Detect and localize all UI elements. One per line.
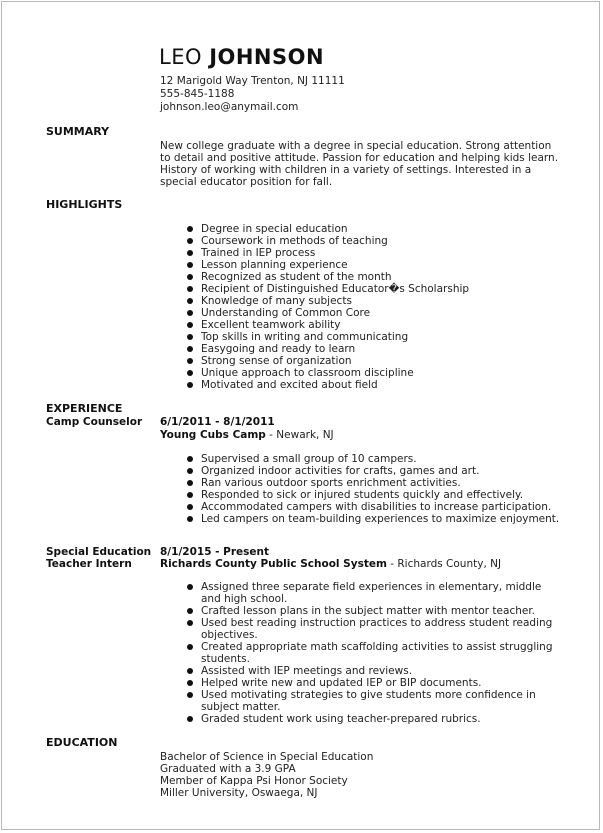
list-item: Used best reading instruction practices to address student reading objectives. bbox=[187, 617, 562, 641]
list-item: Organized indoor activities for crafts, games and art. bbox=[187, 465, 562, 477]
list-item: Excellent teamwork ability bbox=[187, 319, 562, 331]
list-item: Responded to sick or injured students quickly and effectively. bbox=[187, 489, 562, 501]
last-name: JOHNSON bbox=[209, 45, 325, 69]
list-item: Graded student work using teacher-prepared rubrics. bbox=[187, 713, 562, 725]
list-item: Crafted lesson plans in the subject matter with mentor teacher. bbox=[187, 605, 562, 617]
degree: Bachelor of Science in Special Education bbox=[160, 751, 374, 763]
job-duties-list bbox=[187, 581, 562, 725]
employer-location: - Richards County, NJ bbox=[386, 558, 502, 570]
list-item: Ran various outdoor sports enrichment activities. bbox=[187, 477, 562, 489]
job-title: Special Education Teacher Intern bbox=[46, 546, 152, 570]
contact-block bbox=[160, 75, 345, 114]
list-item: Assisted with IEP meetings and reviews. bbox=[187, 665, 562, 677]
list-item: Led campers on team-building experiences to maximize enjoyment. bbox=[187, 513, 562, 525]
summary-heading: SUMMARY bbox=[46, 125, 110, 138]
list-item: Understanding of Common Core bbox=[187, 307, 562, 319]
highlights-list bbox=[187, 223, 562, 391]
job-employer bbox=[160, 558, 501, 570]
education-block bbox=[160, 751, 373, 799]
list-item: Recipient of Distinguished Educator�s Scholarship bbox=[187, 283, 562, 295]
list-item: Knowledge of many subjects bbox=[187, 295, 562, 307]
list-item: Recognized as student of the month bbox=[187, 271, 562, 283]
job-title: Camp Counselor bbox=[46, 416, 143, 428]
job-dates: 6/1/2011 - 8/1/2011 bbox=[160, 416, 275, 428]
job-dates: 8/1/2015 - Present bbox=[160, 546, 270, 558]
phone: 555-845-1188 bbox=[160, 88, 235, 100]
first-name: LEO bbox=[159, 45, 202, 69]
education-heading: EDUCATION bbox=[46, 736, 118, 749]
list-item: Degree in special education bbox=[187, 223, 562, 235]
employer-name: Young Cubs Camp bbox=[160, 429, 266, 441]
resume-page bbox=[1, 1, 600, 830]
employer-location: - Newark, NJ bbox=[265, 429, 334, 441]
list-item: Created appropriate math scaffolding activities to assist struggling students. bbox=[187, 641, 562, 665]
list-item: Accommodated campers with disabilities to increase participation. bbox=[187, 501, 562, 513]
candidate-name bbox=[159, 45, 324, 69]
highlights-heading: HIGHLIGHTS bbox=[46, 198, 123, 211]
experience-heading: EXPERIENCE bbox=[46, 402, 123, 415]
list-item: Supervised a small group of 10 campers. bbox=[187, 453, 562, 465]
list-item: Coursework in methods of teaching bbox=[187, 235, 562, 247]
list-item: Helped write new and updated IEP or BIP documents. bbox=[187, 677, 562, 689]
address: 12 Marigold Way Trenton, NJ 11111 bbox=[160, 75, 345, 87]
list-item: Assigned three separate field experiences in elementary, middle and high school. bbox=[187, 581, 562, 605]
list-item: Unique approach to classroom discipline bbox=[187, 367, 562, 379]
honor-society: Member of Kappa Psi Honor Society bbox=[160, 775, 348, 787]
job-employer bbox=[160, 429, 334, 441]
list-item: Trained in IEP process bbox=[187, 247, 562, 259]
list-item: Used motivating strategies to give students more confidence in subject matter. bbox=[187, 689, 562, 713]
job-duties-list bbox=[187, 453, 562, 525]
school: Miller University, Oswaega, NJ bbox=[160, 787, 318, 799]
email: johnson.leo@anymail.com bbox=[160, 101, 299, 113]
gpa: Graduated with a 3.9 GPA bbox=[160, 763, 296, 775]
summary-text: New college graduate with a degree in special education. Strong attention to detail and positive attitude. Passion for education and helping kids learn. History of working with children in a variety of settings. Interested in a special educator position for fall. bbox=[160, 140, 559, 188]
list-item: Top skills in writing and communicating bbox=[187, 331, 562, 343]
list-item: Strong sense of organization bbox=[187, 355, 562, 367]
list-item: Motivated and excited about field bbox=[187, 379, 562, 391]
employer-name: Richards County Public School System bbox=[160, 558, 387, 570]
list-item: Lesson planning experience bbox=[187, 259, 562, 271]
list-item: Easygoing and ready to learn bbox=[187, 343, 562, 355]
